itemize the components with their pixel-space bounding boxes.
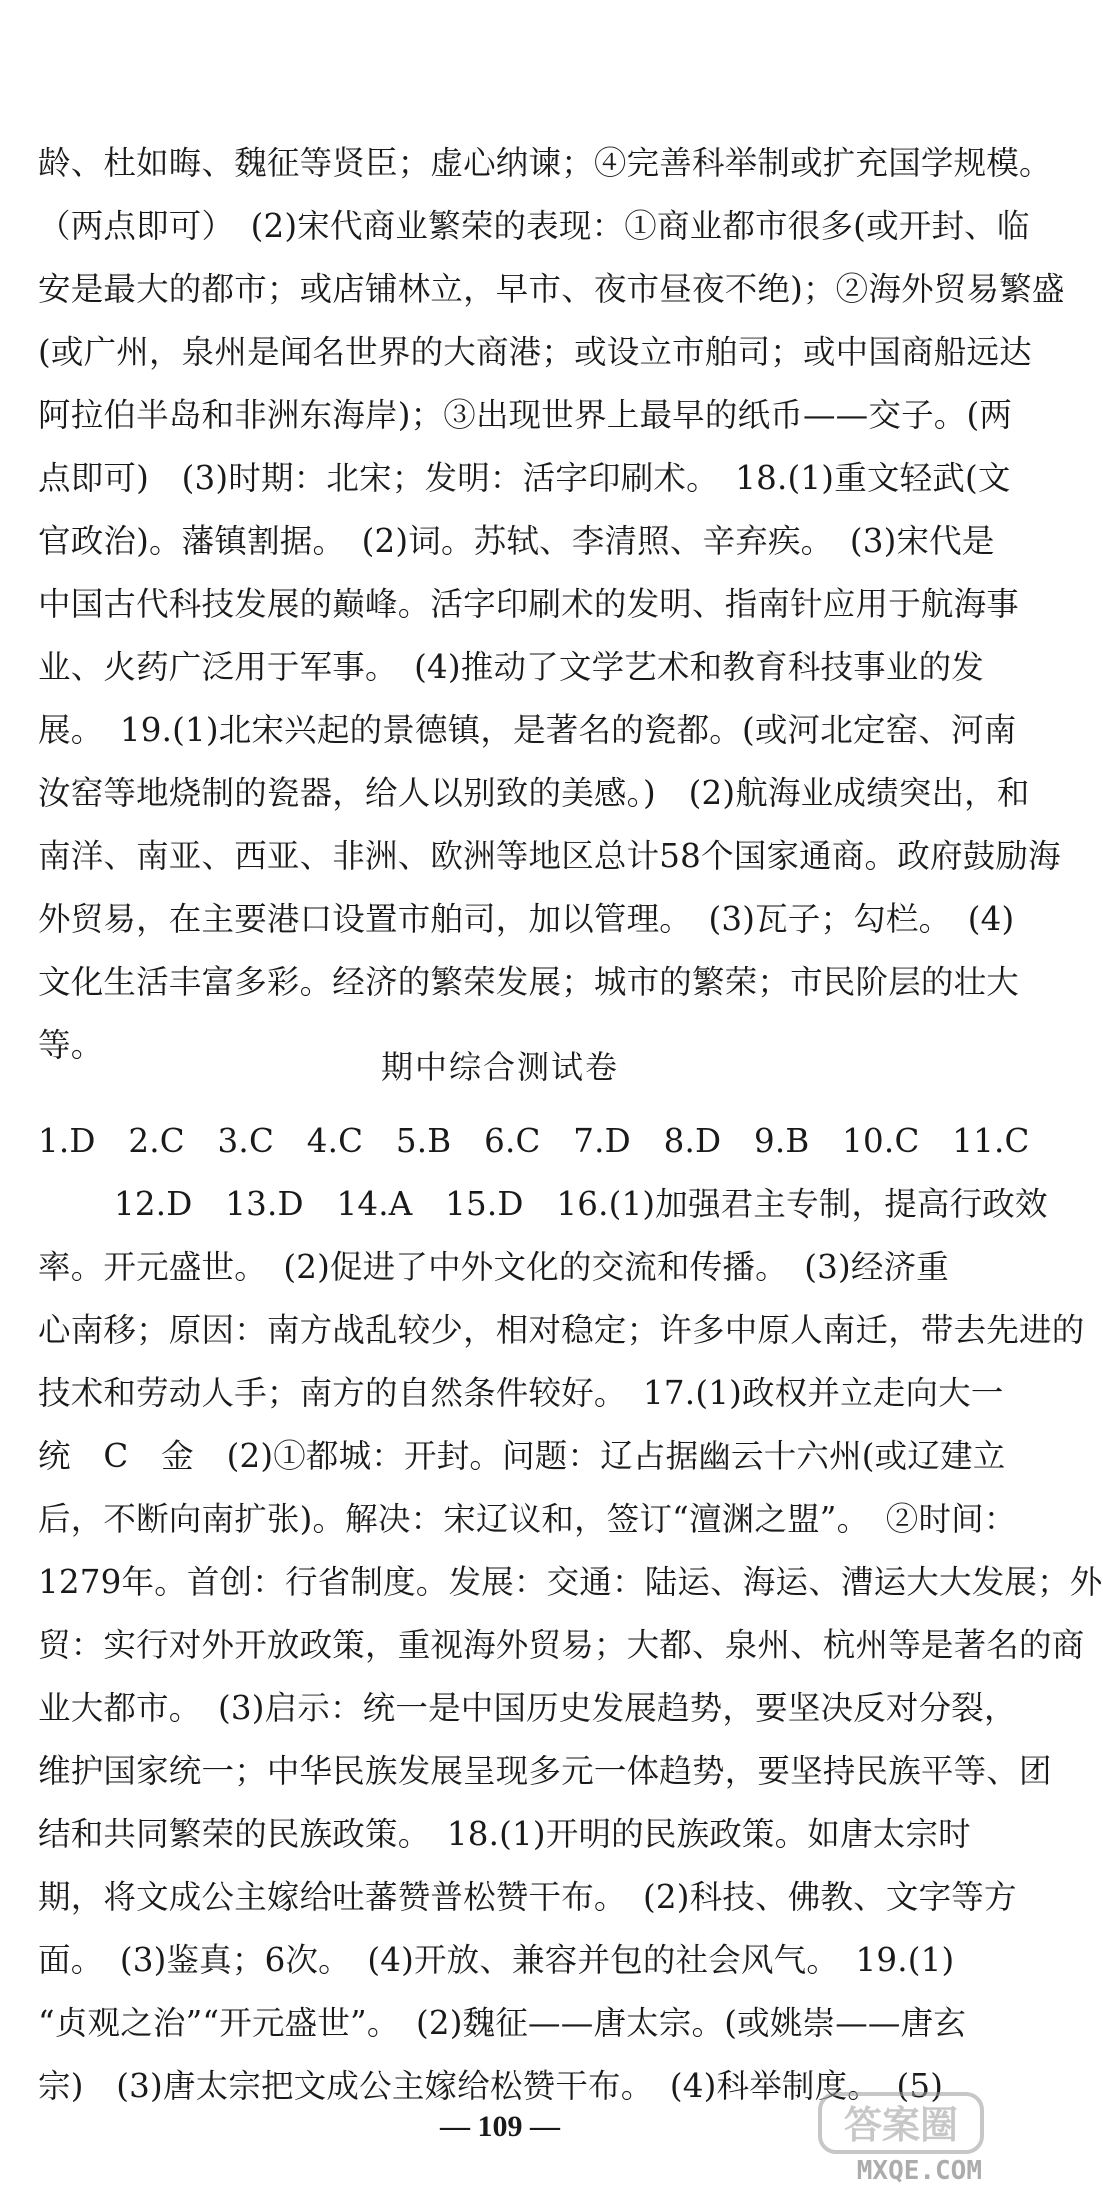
answer-section-continued [38,132,1065,1077]
text-line: (或广州，泉州是闻名世界的大商港；或设立市舶司；或中国商船远达 [38,333,1032,371]
watermark-url: MXQE.COM [856,2156,982,2186]
text-line: （两点即可） (2)宋代商业繁荣的表现：①商业都市很多(或开封、临 [38,207,1030,245]
answer-section-midterm [38,1110,1103,2118]
text-line: 点即可) (3)时期：北宋；发明：活字印刷术。 18.(1)重文轻武(文 [38,459,1011,497]
text-line: 阿拉伯半岛和非洲东海岸)；③出现世界上最早的纸币——交子。(两 [38,396,1013,434]
text-line: 中国古代科技发展的巅峰。活字印刷术的发明、指南针应用于航海事 [38,585,1020,623]
text-line: 1279年。首创：行省制度。发展：交通：陆运、海运、漕运大大发展；外 [38,1563,1103,1601]
text-line: 业、火药广泛用于军事。 (4)推动了文学艺术和教育科技事业的发 [38,648,984,686]
text-line: 后，不断向南扩张)。解决：宋辽议和，签订“澶渊之盟”。 ②时间： [38,1500,1017,1538]
text-line: 结和共同繁荣的民族政策。 18.(1)开明的民族政策。如唐太宗时 [38,1815,971,1853]
text-line: 南洋、南亚、西亚、非洲、欧洲等地区总计58个国家通商。政府鼓励海 [38,837,1061,875]
text-line: 维护国家统一；中华民族发展呈现多元一体趋势，要坚持民族平等、团 [38,1752,1052,1790]
text-line: 展。 19.(1)北宋兴起的景德镇，是著名的瓷都。(或河北定窑、河南 [38,711,1017,749]
text-line: 技术和劳动人手；南方的自然条件较好。 17.(1)政权并立走向大一 [38,1374,1004,1412]
text-line: 龄、杜如晦、魏征等贤臣；虚心纳谏；④完善科举制或扩充国学规模。 [38,144,1052,182]
text-line: 统 C 金 (2)①都城：开封。问题：辽占据幽云十六州(或辽建立 [38,1437,1006,1475]
text-line: 期，将文成公主嫁给吐蕃赞普松赞干布。 (2)科技、佛教、文字等方 [38,1878,1017,1916]
text-line: 业大都市。 (3)启示：统一是中国历史发展趋势，要坚决反对分裂， [38,1689,1017,1727]
text-line: 外贸易，在主要港口设置市舶司，加以管理。 (3)瓦子；勾栏。 (4) [38,900,1015,938]
text-line: 等。 [38,1026,104,1064]
page-number: — 109 — [440,2110,560,2143]
text-line: “贞观之治”“开元盛世”。 (2)魏征——唐太宗。(或姚崇——唐玄 [38,2004,967,2042]
text-line: 官政治)。藩镇割据。 (2)词。苏轼、李清照、辛弃疾。 (3)宋代是 [38,522,995,560]
text-line: 1.D 2.C 3.C 4.C 5.B 6.C 7.D 8.D 9.B 10.C 11.C [38,1122,1030,1160]
text-line: 宗) (3)唐太宗把文成公主嫁给松赞干布。 (4)科举制度。 (5) [38,2067,944,2105]
watermark-text: 答案圈 [843,2103,959,2147]
text-line: 心南移；原因：南方战乱较少，相对稳定；许多中原人南迁，带去先进的 [38,1311,1085,1349]
text-line: 面。 (3)鉴真；6次。 (4)开放、兼容并包的社会风气。 19.(1) [38,1941,955,1979]
text-line: 贸：实行对外开放政策，重视海外贸易；大都、泉州、杭州等是著名的商 [38,1626,1085,1664]
text-line: 12.D 13.D 14.A 15.D 16.(1)加强君主专制，提高行政效 [114,1185,1048,1223]
text-line: 率。开元盛世。 (2)促进了中外文化的交流和传播。 (3)经济重 [38,1248,949,1286]
text-line: 安是最大的都市；或店铺林立，早市、夜市昼夜不绝)；②海外贸易繁盛 [38,270,1065,308]
text-line: 文化生活丰富多彩。经济的繁荣发展；城市的繁荣；市民阶层的壮大 [38,963,1020,1001]
text-line: 汝窑等地烧制的瓷器，给人以别致的美感。) (2)航海业成绩突出，和 [38,774,1030,812]
section-heading: 期中综合测试卷 [380,1048,619,1086]
